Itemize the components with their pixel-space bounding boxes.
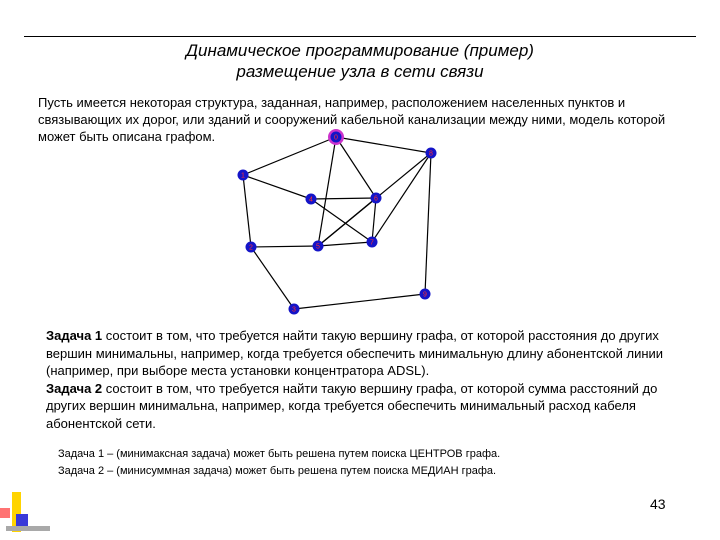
graph-node-label: 3 [292,306,296,314]
graph-node-6 [371,193,382,204]
graph-edge-1-4 [241,172,311,199]
graph-edge-1-2 [241,172,251,247]
graph-edge-0-8 [334,134,431,153]
task-1-paragraph [46,327,696,380]
graph-node-label: 9 [423,291,427,299]
graph-edge-0-5 [318,134,338,246]
graph-edge-4-6 [311,198,376,199]
intro-paragraph: Пусть имеется некоторая структура, заданная, например, расположением населенных пунктов и связывающих их дорог, или зданий и сооружений кабельной канализации между ними, модель которой может быть описана графом. [38,95,666,144]
graph-edge-2-5 [251,246,318,247]
graph-node-label: 5 [316,243,320,251]
graph-node-label: 6 [374,195,378,203]
graph-node-9 [420,289,431,300]
task-1-text: состоит в том, что требуется найти такую вершину графа, от которой расстояния до других вершин минимальны, например, когда требуется обеспечить минимальную длину абонентской линии (например, при выборе места установки концентратора ADSL). [46,328,664,378]
graph-node-3 [289,304,300,315]
graph-edge-8-9 [425,150,433,294]
page-number: 43 [650,496,666,512]
graph-node-1 [238,170,249,181]
graph-node-label: 8 [429,150,433,158]
note-2: Задача 2 – (минисуммная задача) может быть решена путем поиска МЕДИАН графа. [58,465,497,477]
graph-node-label: 0 [334,134,338,142]
graph-edges [243,134,431,309]
graph-nodes [238,129,437,315]
slide-title-line-2: размещение узла в сети связи [236,62,484,81]
graph-node-label: 4 [309,196,313,204]
corner-decoration [0,488,60,540]
graph-node-2 [246,242,257,253]
deco-blue-square [16,514,28,526]
graph-node-5 [313,241,324,252]
graph-node-label: 1 [241,172,245,180]
task-2-label: Задача 2 [46,380,103,396]
graph-node-0 [328,129,344,145]
graph-edge-6-7 [372,195,378,242]
graph-node-7 [367,237,378,248]
deco-red-square [0,508,10,518]
notes-block [58,446,698,480]
graph-node-8 [426,148,437,159]
deco-gray-bar [6,526,50,531]
graph-edge-0-1 [243,134,338,175]
task-1-label: Задача 1 [46,328,103,343]
graph-edge-3-9 [294,291,427,309]
task-2-text: состоит в том, что требуется найти такую вершину графа, от которой сумма расстояний до других вершин минимальна, например, когда требуется обеспечить минимальный расход кабеля абонентской сети. [46,380,658,431]
graph-edge-0-6 [334,134,376,198]
graph-node-4 [306,194,317,205]
note-1: Задача 1 – (минимаксная задача) может быть решена путем поиска ЦЕНТРОВ графа. [58,448,501,460]
tasks-block [46,327,696,432]
graph-edge-2-3 [249,244,294,309]
graph-node-label: 2 [249,244,253,252]
slide-title-line-1: Динамическое программирование (пример) [186,41,534,60]
graph-node-label: 7 [370,239,374,247]
graph-edge-5-7 [318,239,374,247]
task-2-paragraph [46,380,696,433]
